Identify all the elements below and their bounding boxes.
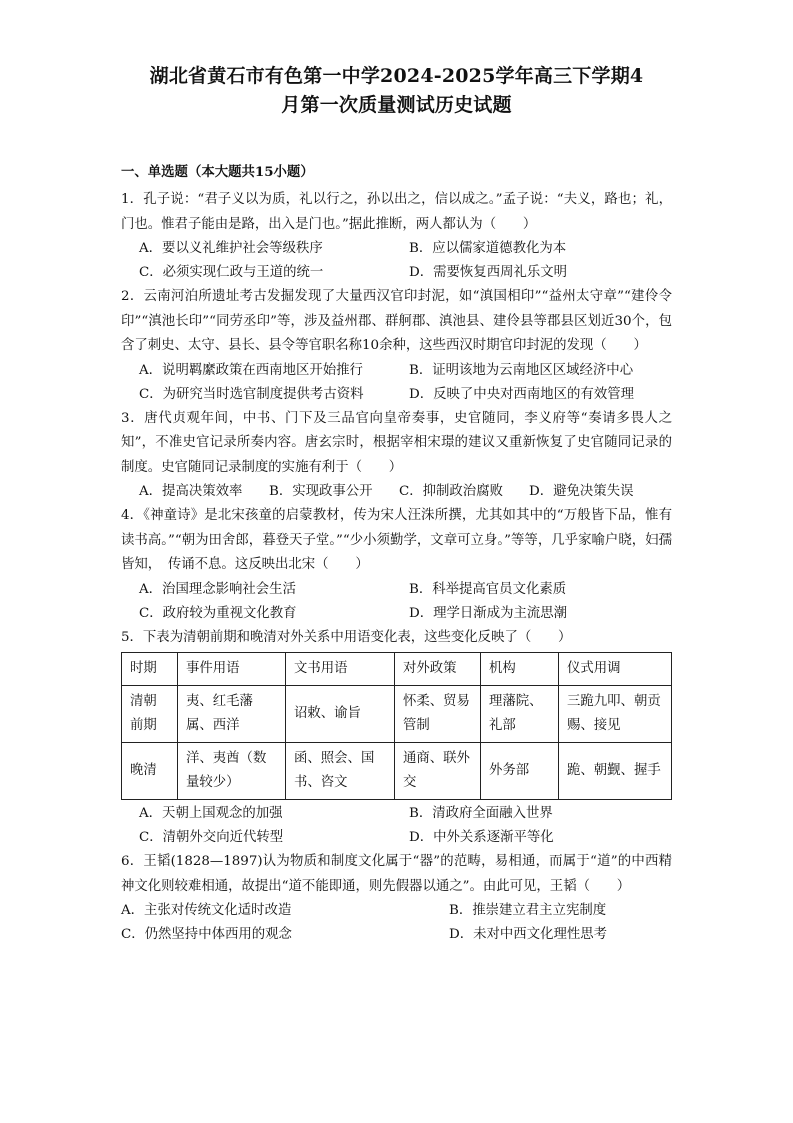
table-header: 事件用语 bbox=[178, 653, 286, 686]
question-stem: 3．唐代贞观年间，中书、门下及三品官向皇帝奏事，史官随同，李义府等“奏请多畏人之知”，不准史官记录所奏内容。唐玄宗时，根据宰相宋璟的建议又重新恢复了史官随同记录的制度。史官随同记录制度的实施有利于（ ） bbox=[121, 410, 672, 475]
option-b[interactable]: B．实现政事公开 bbox=[269, 484, 373, 499]
table-cell: 晚清 bbox=[122, 743, 178, 800]
option-a[interactable]: A．说明羁縻政策在西南地区开始推行 bbox=[139, 362, 363, 378]
options bbox=[121, 359, 672, 407]
option-a[interactable]: A．治国理念影响社会生活 bbox=[139, 581, 296, 597]
question-stem: 1．孔子说：“君子义以为质，礼以行之，孙以出之，信以成之。”孟子说：“夫义，路也；礼，门也。惟君子能由是路，出入是门也。”据此推断，两人都认为（ ） bbox=[121, 192, 672, 232]
options bbox=[121, 237, 672, 285]
option-a[interactable]: A．天朝上国观念的加强 bbox=[139, 806, 283, 821]
table-cell: 三跪九叩、朝贡赐、接见 bbox=[559, 686, 672, 743]
options bbox=[121, 899, 672, 947]
option-d[interactable]: D．未对中西文化理性思考 bbox=[449, 927, 608, 942]
option-b[interactable]: B．证明该地为云南地区区域经济中心 bbox=[409, 362, 634, 378]
table-cell: 跪、朝觐、握手 bbox=[559, 743, 672, 800]
option-a[interactable]: A．提高决策效率 bbox=[139, 484, 243, 499]
option-c[interactable]: C．抑制政治腐败 bbox=[399, 484, 503, 499]
table-header: 时期 bbox=[122, 653, 178, 686]
option-d[interactable]: D．避免决策失误 bbox=[529, 484, 634, 499]
option-a[interactable]: A．要以义礼维护社会等级秩序 bbox=[139, 241, 323, 256]
table-row bbox=[122, 686, 672, 743]
question-1 bbox=[121, 188, 672, 285]
table-header: 机构 bbox=[481, 653, 559, 686]
question-5 bbox=[121, 626, 672, 851]
option-b[interactable]: B．应以儒家道德教化为本 bbox=[409, 241, 567, 256]
exam-title bbox=[121, 62, 672, 120]
option-c[interactable]: C．清朝外交向近代转型 bbox=[139, 830, 284, 845]
option-c[interactable]: C．政府较为重视文化教育 bbox=[139, 605, 297, 621]
question-stem: 5．下表为清朝前期和晚清对外关系中用语变化表，这些变化反映了（ ） bbox=[121, 629, 572, 645]
question-stem: 4．《神童诗》是北宋孩童的启蒙教材，传为宋人汪洙所撰，尤其如其中的“万般皆下品，惟有读书高。”“朝为田舍郎，暮登天子堂。”“少小须勤学，文章可立身。”等等，几乎家喻户晓，妇孺皆知， 传诵不息。这反映出北宋（ ） bbox=[121, 508, 672, 572]
comparison-table bbox=[121, 652, 672, 800]
question-stem: 2．云南河泊所遗址考古发掘发现了大量西汉官印封泥，如“滇国相印”“益州太守章”“建伶令印”“滇池长印”“同劳丞印”等，涉及益州郡、群舸郡、滇池县、建伶县等郡县区划近30个，包含了刺史、太守、县长、县令等官职名称10余种，这些西汉时期官印封泥的发现（ ） bbox=[121, 289, 672, 353]
option-d[interactable]: D．需要恢复西周礼乐文明 bbox=[409, 265, 568, 280]
table-cell: 外务部 bbox=[481, 743, 559, 800]
options bbox=[121, 480, 672, 504]
option-d[interactable]: D．中外关系逐渐平等化 bbox=[409, 830, 554, 845]
table-header: 对外政策 bbox=[395, 653, 481, 686]
table-row bbox=[122, 743, 672, 800]
table-cell: 诏敕、谕旨 bbox=[286, 686, 395, 743]
table-cell: 理藩院、礼部 bbox=[481, 686, 559, 743]
option-c[interactable]: C．为研究当时选官制度提供考古资料 bbox=[139, 386, 364, 402]
table-cell: 函、照会、国书、咨文 bbox=[286, 743, 395, 800]
question-3 bbox=[121, 407, 672, 505]
table-cell: 通商、联外交 bbox=[395, 743, 481, 800]
table-cell: 洋、夷酋（数量较少） bbox=[178, 743, 286, 800]
option-c[interactable]: C．仍然坚持中体西用的观念 bbox=[121, 927, 292, 942]
section-heading: 一、单选题（本大题共15小题） bbox=[121, 164, 314, 180]
title-line-2: 月第一次质量测试历史试题 bbox=[281, 94, 512, 116]
options bbox=[121, 578, 672, 626]
table-header: 仪式用调 bbox=[559, 653, 672, 686]
option-b[interactable]: B．清政府全面融入世界 bbox=[409, 806, 553, 821]
option-a[interactable]: A．主张对传统文化适时改造 bbox=[121, 903, 292, 918]
option-d[interactable]: D．反映了中央对西南地区的有效管理 bbox=[409, 386, 634, 402]
question-6 bbox=[121, 850, 672, 947]
table-cell: 清朝前期 bbox=[122, 686, 178, 743]
option-b[interactable]: B．推崇建立君主立宪制度 bbox=[449, 903, 607, 918]
table-cell: 怀柔、贸易管制 bbox=[395, 686, 481, 743]
question-2 bbox=[121, 285, 672, 407]
table-header: 文书用语 bbox=[286, 653, 395, 686]
option-b[interactable]: B．科举提高官员文化素质 bbox=[409, 581, 567, 597]
options bbox=[121, 802, 672, 850]
table-cell: 夷、红毛藩属、西洋 bbox=[178, 686, 286, 743]
option-c[interactable]: C．必须实现仁政与王道的统一 bbox=[139, 265, 324, 280]
question-4 bbox=[121, 504, 672, 626]
option-d[interactable]: D．理学日渐成为主流思潮 bbox=[409, 605, 568, 621]
question-stem: 6．王韬(1828—1897)认为物质和制度文化属于“器”的范畴，易相通，而属于“道”的中西精神文化则较难相通，故提出“道不能即通，则先假器以通之”。由此可见，王韬（ ） bbox=[121, 854, 672, 894]
title-line-1: 湖北省黄石市有色第一中学2024-2025学年高三下学期4 bbox=[149, 65, 644, 87]
